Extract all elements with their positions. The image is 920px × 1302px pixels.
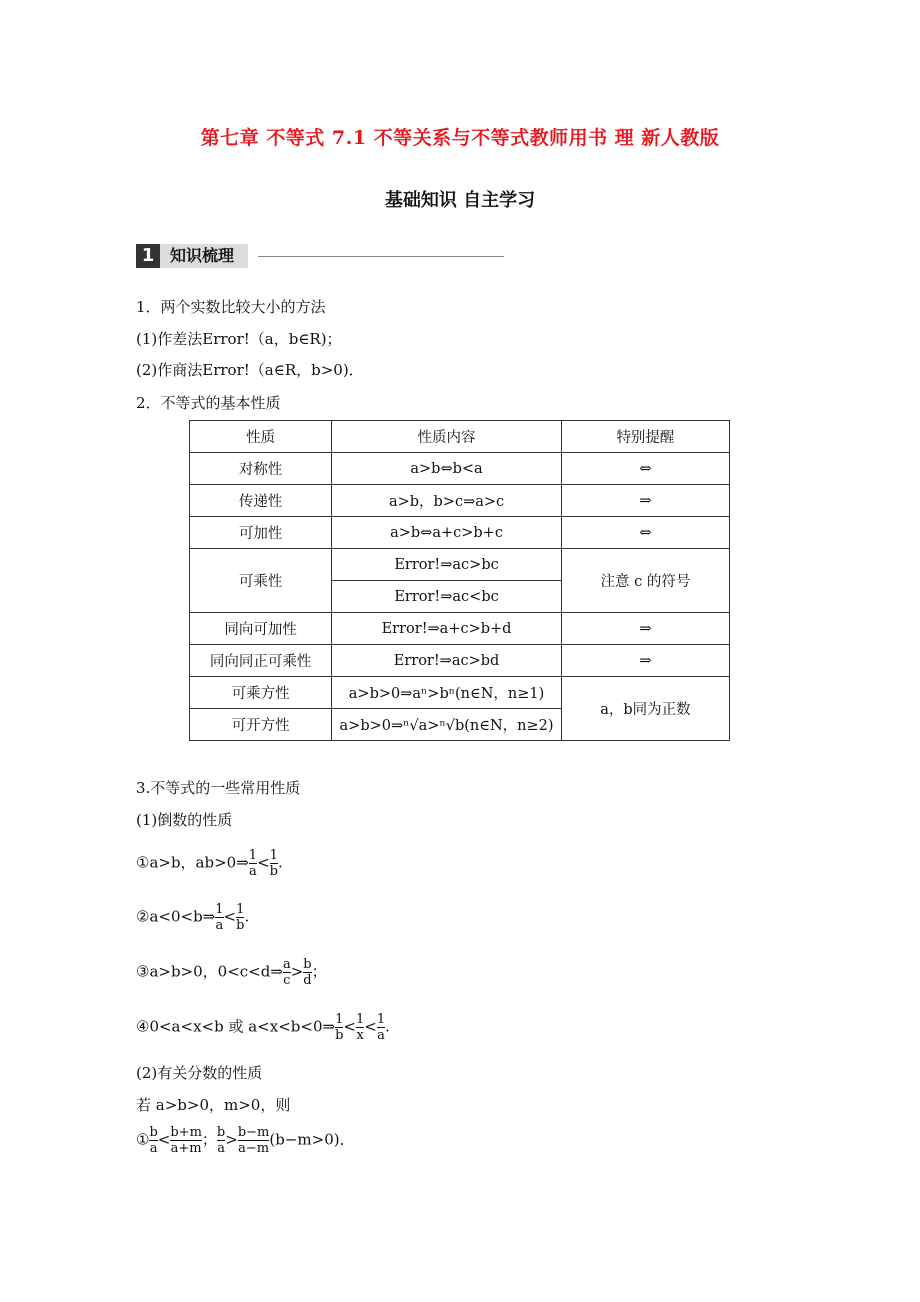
inequality-op: > (290, 962, 304, 981)
fraction (238, 1125, 270, 1156)
fraction (215, 902, 223, 933)
section-badge (136, 244, 248, 268)
denominator: a+m (170, 1141, 202, 1156)
table-row (190, 613, 730, 645)
item-prefix: ①a>b，ab>0⇒ (136, 853, 249, 872)
numerator: b−m (237, 1125, 270, 1140)
table-row (190, 645, 730, 677)
s3-sub1: (1)倒数的性质 (136, 811, 233, 829)
denominator: d (303, 973, 312, 988)
header-note: 特别提醒 (561, 421, 729, 453)
item-suffix: ； (311, 962, 327, 981)
inequality-op: > (225, 1130, 238, 1149)
reciprocal-item (136, 848, 283, 879)
item-suffix: . (385, 1017, 390, 1036)
denominator: b (335, 1028, 344, 1043)
table-row (190, 517, 730, 549)
property-name: 可加性 (190, 517, 332, 549)
property-content: a>b，b>c⇒a>c (332, 485, 562, 517)
numerator: b+m (170, 1125, 202, 1140)
property-content: Error!⇒ac<bc (332, 581, 562, 613)
property-name: 传递性 (190, 485, 332, 517)
numerator: b (149, 1125, 158, 1140)
property-content: a>b⇔a+c>b+c (332, 517, 562, 549)
property-note: a，b同为正数 (561, 677, 729, 741)
inequality-op: < (343, 1017, 356, 1036)
section-label: 知识梳理 (160, 244, 248, 268)
denominator: a−m (238, 1141, 270, 1156)
section-subtitle: 基础知识 自主学习 (384, 190, 536, 211)
denominator: b (269, 864, 278, 879)
property-note: 注意 c 的符号 (561, 549, 729, 613)
s3-condition: 若 a>b>0，m>0，则 (136, 1096, 291, 1114)
header-content: 性质内容 (332, 421, 562, 453)
denominator: a (377, 1028, 385, 1043)
table-row (190, 485, 730, 517)
inequality-op: < (257, 853, 270, 872)
table-row (190, 677, 730, 709)
fraction (217, 1125, 225, 1156)
fraction (170, 1125, 202, 1156)
numerator: 1 (236, 902, 245, 917)
numerator: 1 (355, 1012, 365, 1027)
fraction (249, 848, 257, 879)
reciprocal-item (136, 902, 249, 933)
section-number: 1 (136, 244, 160, 268)
denominator: b (236, 918, 245, 933)
properties-table (189, 420, 730, 741)
property-note: ⇒ (561, 645, 729, 677)
fraction (149, 1125, 157, 1156)
property-note: ⇔ (561, 453, 729, 485)
table-row (190, 453, 730, 485)
property-content: Error!⇒ac>bc (332, 549, 562, 581)
property-note: ⇒ (561, 613, 729, 645)
numerator: 1 (335, 1012, 344, 1027)
property-name: 可乘方性 (190, 677, 332, 709)
separator: ； (201, 1130, 217, 1149)
fraction (283, 957, 291, 988)
numerator: b (216, 1125, 226, 1140)
item-prefix: ① (136, 1130, 150, 1149)
item-prefix: ④0<a<x<b 或 a<x<b<0⇒ (136, 1017, 336, 1036)
denominator: a (249, 864, 257, 879)
s3-heading: 3.不等式的一些常用性质 (136, 779, 301, 797)
reciprocal-item (136, 957, 327, 988)
numerator: b (303, 957, 312, 972)
denominator: a (217, 1141, 225, 1156)
property-name: 可乘性 (190, 549, 332, 613)
numerator: 1 (248, 848, 258, 863)
document-title: 第七章 不等式 7.1 不等关系与不等式教师用书 理 新人教版 (200, 127, 720, 149)
property-note: ⇔ (561, 517, 729, 549)
fraction-property-line (136, 1125, 355, 1156)
numerator: 1 (376, 1012, 386, 1027)
item-suffix: . (244, 907, 250, 926)
denominator: a (149, 1141, 158, 1156)
property-note: ⇒ (561, 485, 729, 517)
s1-diff-method: (1)作差法Error!（a，b∈R)； (136, 330, 342, 348)
inequality-op: < (223, 907, 237, 926)
property-content: Error!⇒a+c>b+d (332, 613, 562, 645)
denominator: x (356, 1028, 364, 1043)
property-name: 同向可加性 (190, 613, 332, 645)
property-content: a>b>0⇒aⁿ>bⁿ(n∈N，n≥1) (332, 677, 562, 709)
numerator: 1 (215, 902, 224, 917)
inequality-op: < (364, 1017, 377, 1036)
reciprocal-item (136, 1012, 390, 1043)
table-header-row (190, 421, 730, 453)
item-suffix: (b−m>0)． (269, 1130, 355, 1149)
numerator: a (282, 957, 291, 972)
fraction (270, 848, 278, 879)
table-row (190, 549, 730, 581)
fraction (377, 1012, 385, 1043)
item-prefix: ②a<0<b⇒ (136, 907, 216, 926)
property-content: a>b>0⇒ⁿ√a>ⁿ√b(n∈N，n≥2) (332, 709, 562, 741)
property-name: 可开方性 (190, 709, 332, 741)
property-name: 对称性 (190, 453, 332, 485)
s3-sub2: (2)有关分数的性质 (136, 1064, 263, 1082)
section-rule (258, 256, 504, 257)
item-suffix: . (277, 853, 283, 872)
property-name: 同向同正可乘性 (190, 645, 332, 677)
denominator: c (283, 973, 291, 988)
header-property: 性质 (190, 421, 332, 453)
s1-quot-method: (2)作商法Error!（a∈R，b>0)． (136, 361, 364, 379)
property-content: Error!⇒ac>bd (332, 645, 562, 677)
item-prefix: ③a>b>0，0<c<d⇒ (136, 962, 283, 981)
denominator: a (215, 918, 224, 933)
numerator: 1 (269, 848, 278, 863)
inequality-op: < (157, 1130, 171, 1149)
fraction (303, 957, 311, 988)
fraction (356, 1012, 364, 1043)
property-content: a>b⇔b<a (332, 453, 562, 485)
s1-heading: 1．两个实数比较大小的方法 (136, 298, 326, 316)
s2-heading: 2．不等式的基本性质 (136, 394, 281, 412)
